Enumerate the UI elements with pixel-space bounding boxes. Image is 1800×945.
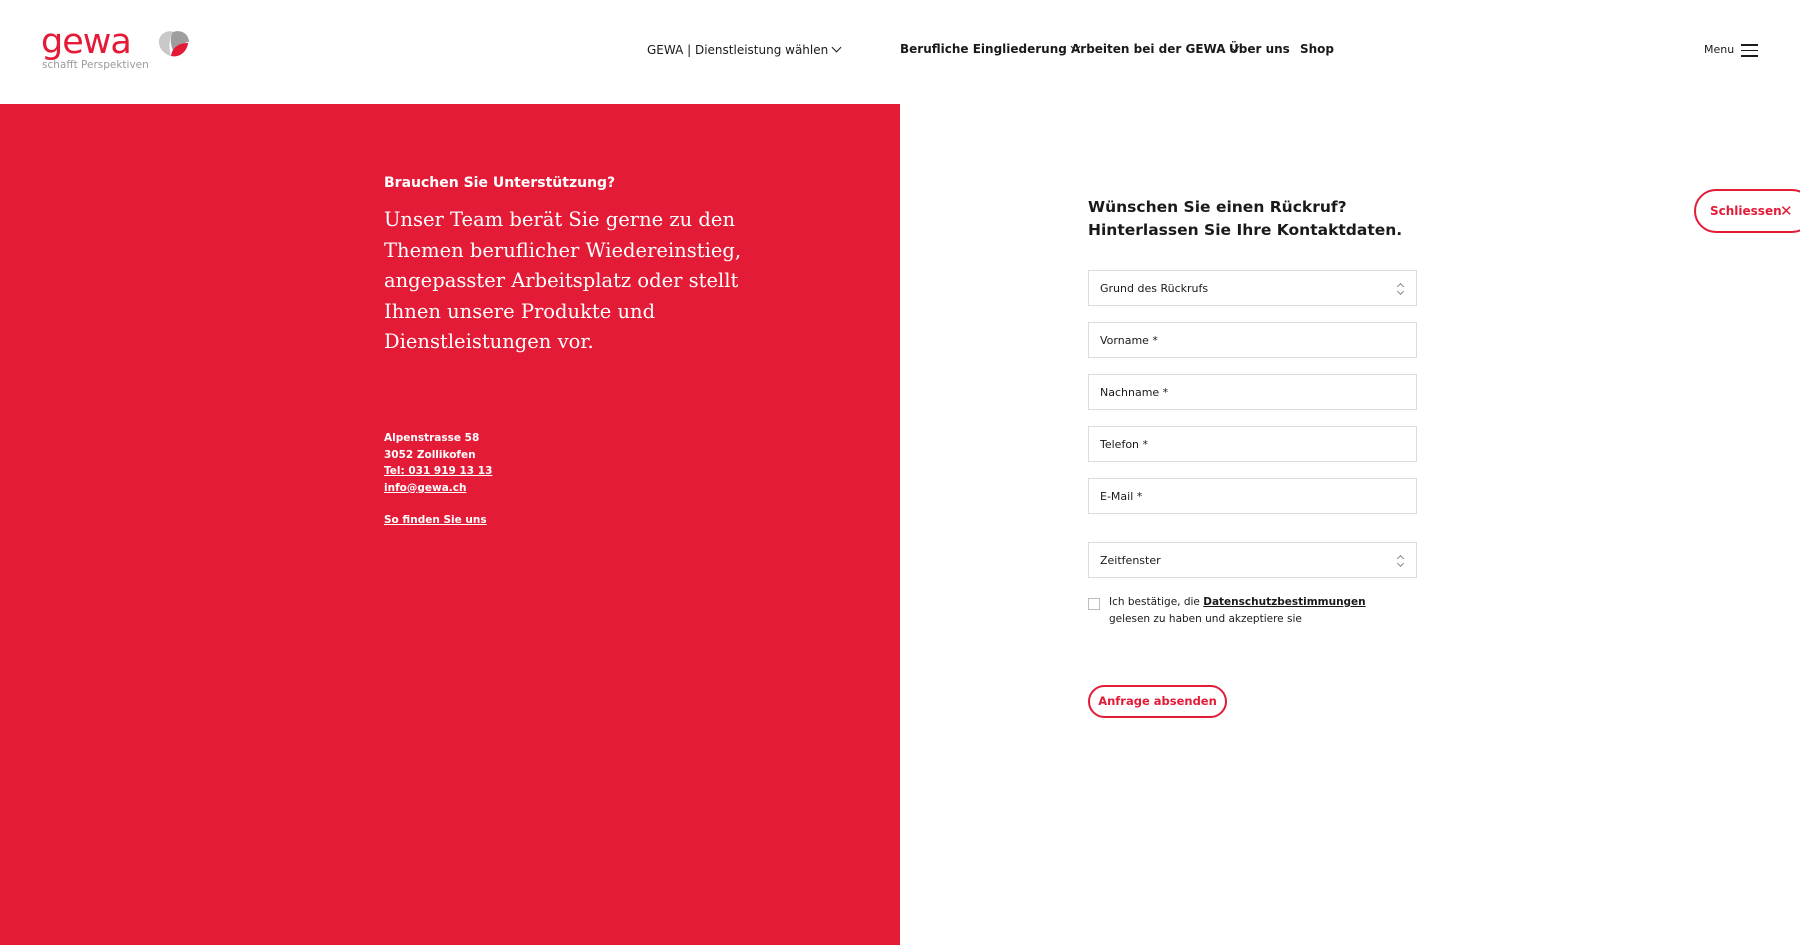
firstname-field[interactable]: [1088, 322, 1417, 358]
firstname-placeholder: Vorname *: [1100, 334, 1158, 347]
lastname-placeholder: Nachname *: [1100, 386, 1169, 399]
privacy-policy-link[interactable]: Datenschutzbestimmungen: [1203, 596, 1366, 608]
support-lead-text: Unser Team berät Sie gerne zu den Themen beruflicher Wiedereinstieg, angepasster Arbeitsplatz oder stellt Ihnen unsere Produkte und Dienstleistungen vor.: [384, 208, 742, 353]
nav-label: Shop: [1300, 42, 1335, 56]
site-header: [0, 0, 1800, 104]
phone-field[interactable]: [1088, 426, 1417, 462]
nav-item-arbeiten-bei-der-gewa[interactable]: [1071, 42, 1238, 56]
reason-select-value: Grund des Rückrufs: [1100, 282, 1209, 295]
lastname-field[interactable]: [1088, 374, 1417, 410]
callback-form-title: [1088, 196, 1402, 242]
contact-address: [384, 430, 492, 529]
consent-text: [1109, 594, 1409, 627]
gewa-logo[interactable]: [41, 22, 191, 76]
phone-link[interactable]: Tel: 031 919 13 13: [384, 465, 493, 477]
time-window-value: Zeitfenster: [1100, 554, 1161, 567]
menu-label[interactable]: Menu: [1704, 43, 1735, 56]
submit-request-button[interactable]: Anfrage absenden: [1088, 685, 1227, 718]
reason-select[interactable]: [1088, 270, 1417, 306]
leaf-logo-icon: [155, 28, 191, 60]
logo-wordmark: gewa: [41, 22, 131, 62]
phone-placeholder: Telefon *: [1100, 438, 1149, 451]
nav-label: Über uns: [1229, 42, 1290, 56]
email-placeholder: E-Mail *: [1100, 490, 1143, 503]
address-city: 3052 Zollikofen: [384, 448, 476, 461]
form-title-line: Wünschen Sie einen Rückruf?: [1088, 198, 1347, 216]
address-street: Alpenstrasse 58: [384, 432, 480, 444]
close-icon: ✕: [1780, 202, 1793, 220]
email-link[interactable]: info@gewa.ch: [384, 481, 467, 494]
select-arrows-icon: [1397, 282, 1405, 296]
nav-item-ueber-uns[interactable]: [1229, 42, 1290, 56]
service-selector[interactable]: [647, 43, 840, 57]
email-field[interactable]: [1088, 478, 1417, 514]
logo-tagline: schafft Perspektiven: [42, 59, 149, 71]
support-info-panel: [0, 104, 900, 945]
consent-prefix: Ich bestätige, die: [1109, 596, 1204, 608]
nav-label: Arbeiten bei der GEWA: [1071, 42, 1226, 56]
nav-label: Berufliche Eingliederung: [900, 42, 1067, 56]
close-button-label: Schliessen: [1710, 204, 1782, 218]
select-arrows-icon: [1397, 554, 1405, 568]
time-window-select[interactable]: [1088, 542, 1417, 578]
chevron-down-icon: [832, 43, 842, 53]
nav-item-berufliche-eingliederung[interactable]: [900, 42, 1079, 56]
service-selector-label: GEWA | Dienstleistung wählen: [647, 43, 829, 57]
support-kicker: Brauchen Sie Unterstützung?: [384, 175, 616, 191]
find-us-link[interactable]: So finden Sie uns: [384, 514, 487, 526]
nav-item-shop[interactable]: [1300, 42, 1334, 56]
consent-suffix: gelesen zu haben und akzeptiere sie: [1109, 612, 1302, 625]
consent-checkbox[interactable]: [1088, 598, 1100, 610]
close-button[interactable]: [1694, 189, 1800, 233]
form-title-line: Hinterlassen Sie Ihre Kontaktdaten.: [1088, 221, 1403, 239]
hamburger-icon[interactable]: [1741, 44, 1758, 57]
